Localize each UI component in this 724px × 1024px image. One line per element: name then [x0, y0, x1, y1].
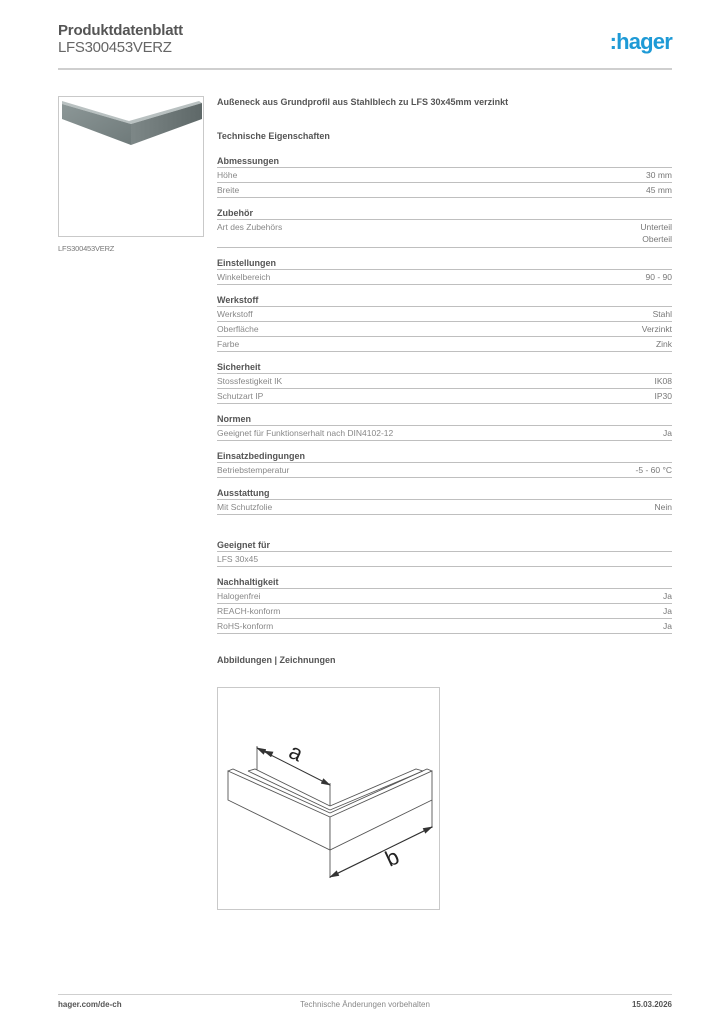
property-label: Werkstoff — [217, 309, 253, 319]
property-label: Geeignet für Funktionserhalt nach DIN4102-12 — [217, 428, 394, 438]
property-row — [217, 500, 672, 515]
figures-heading: Abbildungen | Zeichnungen — [217, 655, 336, 665]
property-row — [217, 322, 672, 337]
property-label: LFS 30x45 — [217, 554, 259, 564]
property-value: Ja — [663, 591, 672, 601]
property-row — [217, 463, 672, 478]
property-row — [217, 389, 672, 404]
property-label: Stossfestigkeit IK — [217, 376, 283, 386]
property-label: Halogenfrei — [217, 591, 261, 601]
section-title: Normen — [217, 413, 672, 426]
section-zubehoer — [217, 207, 672, 248]
property-value: 90 - 90 — [645, 272, 672, 282]
header — [58, 22, 672, 70]
section-normen — [217, 413, 672, 441]
property-label: Höhe — [217, 170, 238, 180]
property-label: REACH-konform — [217, 606, 281, 616]
property-value: Ja — [663, 428, 672, 438]
property-value: IK08 — [654, 376, 672, 386]
dimension-label-a: a — [285, 738, 307, 767]
property-value: Nein — [654, 502, 672, 512]
property-value: Ja — [663, 621, 672, 631]
document-date: 15.03.2026 — [631, 1000, 672, 1009]
footer — [58, 1000, 672, 1012]
property-value: Verzinkt — [641, 324, 672, 334]
product-photo-icon — [59, 97, 205, 238]
property-value: IP30 — [654, 391, 672, 401]
disclaimer: Technische Änderungen vorbehalten — [300, 1000, 430, 1009]
property-label: RoHS-konform — [217, 621, 274, 631]
website-link[interactable]: hager.com/de-ch — [58, 1000, 122, 1009]
section-einstellungen — [217, 257, 672, 285]
property-label: Winkelbereich — [217, 272, 271, 282]
property-value: 30 mm — [646, 170, 672, 180]
section-title: Geeignet für — [217, 539, 672, 552]
property-label: Betriebstemperatur — [217, 465, 290, 475]
property-label: Schutzart IP — [217, 391, 264, 401]
section-title: Einstellungen — [217, 257, 672, 270]
section-sicherheit — [217, 361, 672, 404]
section-abmessungen — [217, 155, 672, 198]
product-image-caption: LFS300453VERZ — [58, 244, 115, 253]
section-title: Nachhaltigkeit — [217, 576, 672, 589]
property-row — [217, 552, 672, 567]
property-label: Art des Zubehörs — [217, 222, 283, 232]
dimension-drawing-icon — [218, 688, 441, 911]
property-value — [640, 221, 672, 247]
section-geeignet-fuer — [217, 539, 672, 567]
property-row — [217, 307, 672, 322]
property-value: Stahl — [652, 309, 672, 319]
property-row — [217, 619, 672, 634]
section-title: Werkstoff — [217, 294, 672, 307]
property-value-line: Oberteil — [642, 234, 672, 244]
property-label: Breite — [217, 185, 240, 195]
footer-divider — [58, 994, 672, 995]
product-image — [58, 96, 204, 237]
property-value: Zink — [655, 339, 672, 349]
section-werkstoff — [217, 294, 672, 352]
property-row — [217, 374, 672, 389]
product-description: Außeneck aus Grundprofil aus Stahlblech zu LFS 30x45mm verzinkt — [217, 97, 509, 107]
property-row — [217, 270, 672, 285]
property-row — [217, 589, 672, 604]
property-value-line: Unterteil — [640, 222, 672, 232]
section-einsatzbedingungen — [217, 450, 672, 478]
header-divider — [58, 68, 672, 70]
section-title: Sicherheit — [217, 361, 672, 374]
technical-properties-heading: Technische Eigenschaften — [217, 131, 330, 141]
property-label: Oberfläche — [217, 324, 259, 334]
section-ausstattung — [217, 487, 672, 515]
property-row — [217, 220, 672, 248]
document-title: Produktdatenblatt — [58, 22, 183, 39]
property-label: Mit Schutzfolie — [217, 502, 273, 512]
technical-drawing — [217, 687, 440, 910]
section-title: Einsatzbedingungen — [217, 450, 672, 463]
property-value: 45 mm — [646, 185, 672, 195]
product-details — [217, 96, 672, 666]
dimension-label-b: b — [381, 843, 403, 872]
property-label: Farbe — [217, 339, 240, 349]
property-value: Ja — [663, 606, 672, 616]
section-title: Abmessungen — [217, 155, 672, 168]
property-value: -5 - 60 °C — [635, 465, 672, 475]
section-title: Ausstattung — [217, 487, 672, 500]
property-row — [217, 604, 672, 619]
article-number: LFS300453VERZ — [58, 39, 172, 56]
property-row — [217, 337, 672, 352]
property-row — [217, 183, 672, 198]
section-title: Zubehör — [217, 207, 672, 220]
section-nachhaltigkeit — [217, 576, 672, 634]
property-row — [217, 426, 672, 441]
property-row — [217, 168, 672, 183]
hager-logo: :hager — [609, 29, 672, 54]
